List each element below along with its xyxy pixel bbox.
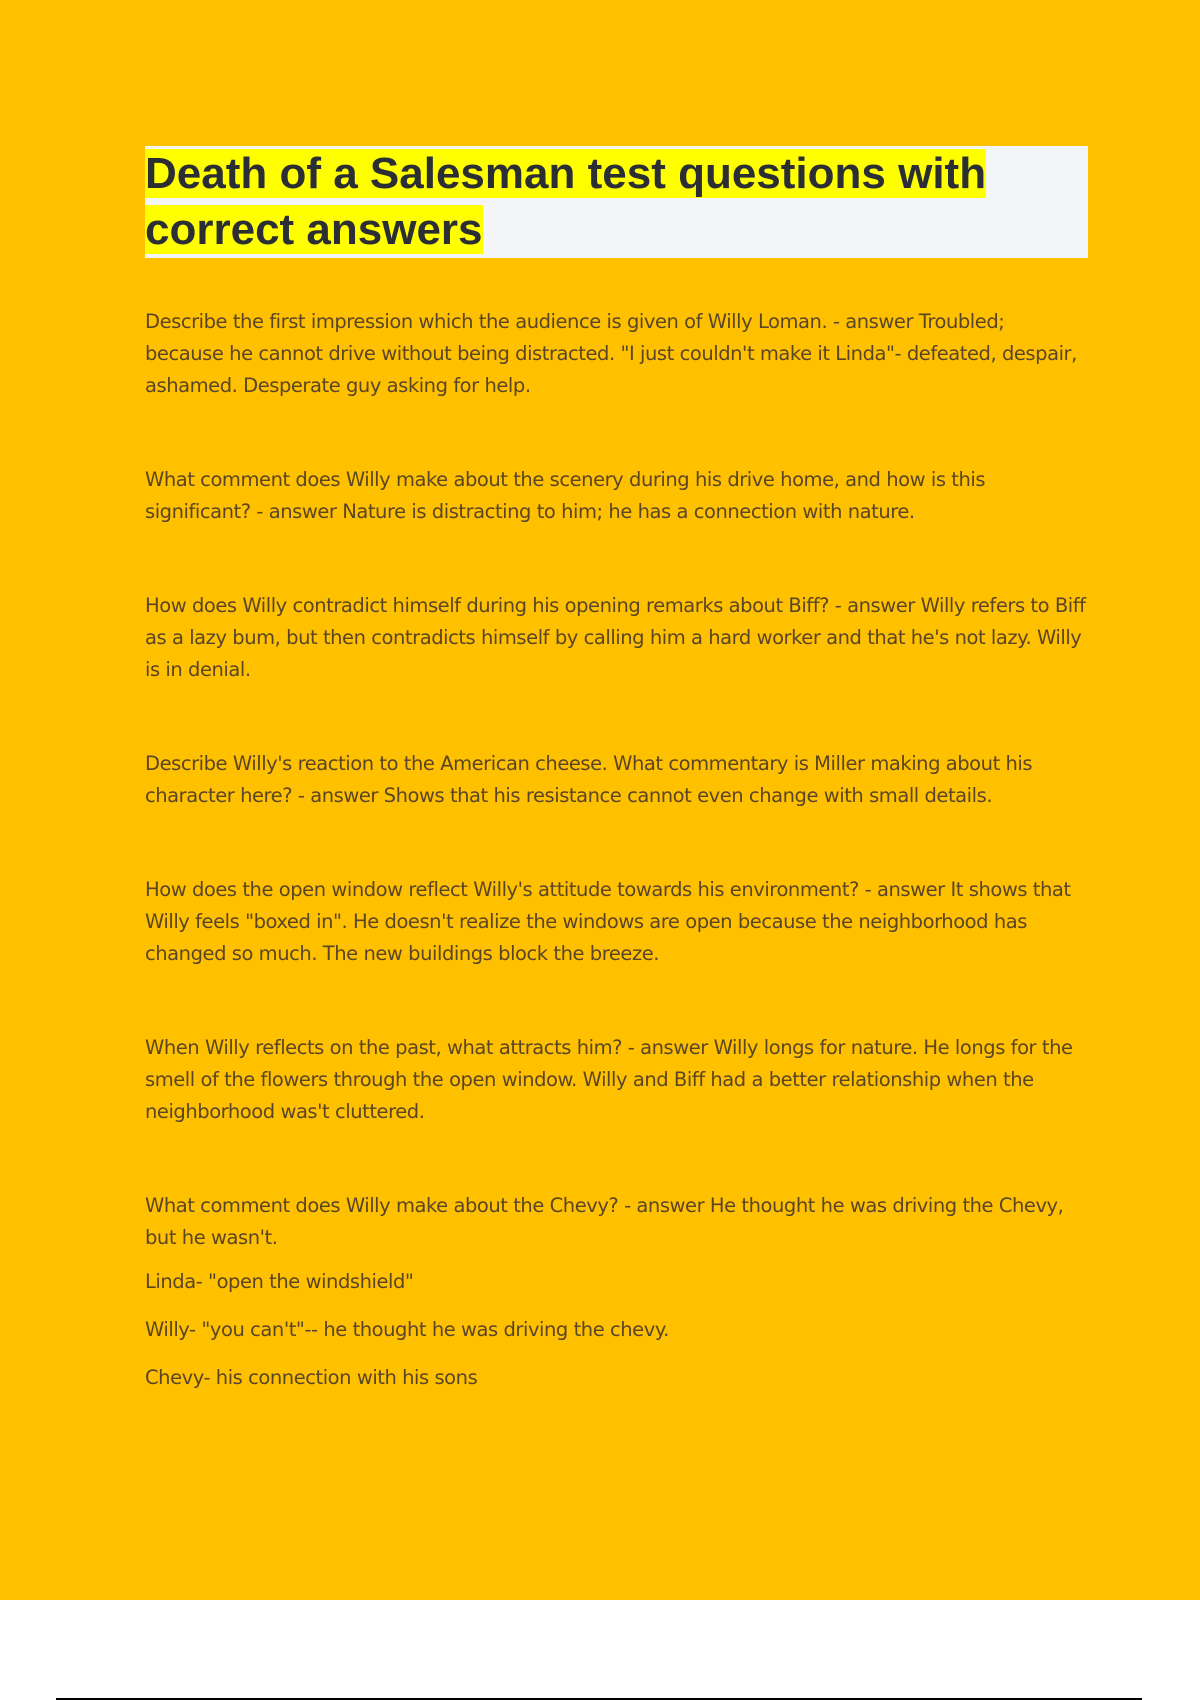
note-chevy: Chevy- his connection with his sons xyxy=(145,1366,478,1389)
question-answer-6: When Willy reflects on the past, what attracts him? - answer Willy longs for nature. He longs for the smell of the flowers through the open window. Willy and Biff had a better relationship when the neighborhood was't cluttered. xyxy=(145,1036,1073,1123)
question-answer-7: What comment does Willy make about the Chevy? - answer He thought he was driving the Chevy, but he wasn't. xyxy=(145,1194,1064,1249)
question-answer-3: How does Willy contradict himself during his opening remarks about Biff? - answer Willy refers to Biff as a lazy bum, but then contradicts himself by calling him a hard worker and that he's not lazy. Willy is in denial. xyxy=(145,594,1086,681)
question-answer-2: What comment does Willy make about the scenery during his drive home, and how is this significant? - answer Nature is distracting to him; he has a connection with nature. xyxy=(145,468,986,523)
note-willy: Willy- "you can't"-- he thought he was driving the chevy. xyxy=(145,1318,669,1341)
note-linda: Linda- "open the windshield" xyxy=(145,1270,414,1293)
question-answer-5: How does the open window reflect Willy's attitude towards his environment? - answer It shows that Willy feels "boxed in". He doesn't realize the windows are open because the neighborhood has changed so much. The new buildings block the breeze. xyxy=(145,878,1071,965)
title-text: Death of a Salesman test questions with correct answers xyxy=(145,149,987,254)
question-list xyxy=(145,306,1088,1394)
document-content xyxy=(145,146,1088,1410)
document-title xyxy=(145,146,1088,258)
question-answer-4: Describe Willy's reaction to the American cheese. What commentary is Miller making about his character here? - answer Shows that his resistance cannot even change with small details. xyxy=(145,752,1033,807)
question-answer-1: Describe the first impression which the audience is given of Willy Loman. - answer Troubled; because he cannot drive without being distracted. "I just couldn't make it Linda"- defeated, despair, ashamed. Desperate guy asking for help. xyxy=(145,310,1077,397)
